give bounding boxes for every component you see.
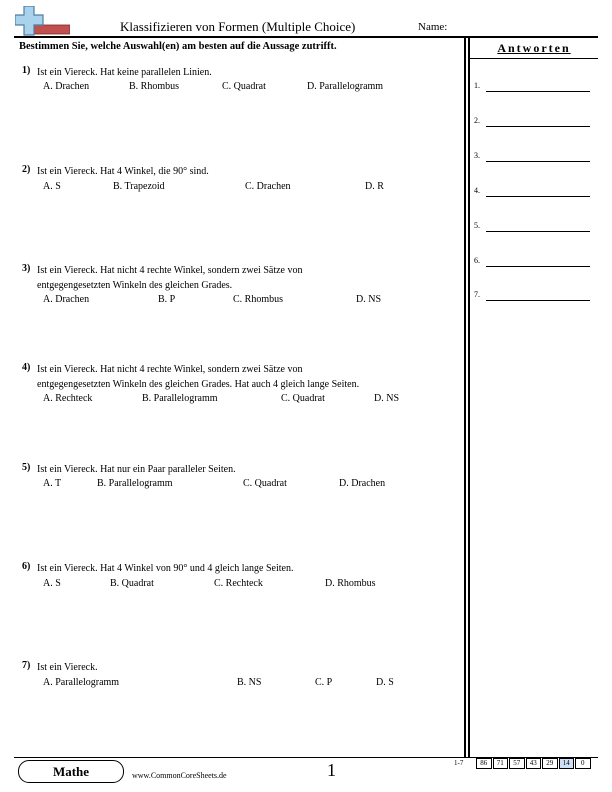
option-a[interactable]: A. S <box>43 578 61 589</box>
option-b[interactable]: B. NS <box>237 677 262 688</box>
option-d[interactable]: D. NS <box>356 294 382 305</box>
page-number: 1 <box>327 760 336 780</box>
option-d[interactable]: D. Drachen <box>339 478 386 489</box>
score-table <box>476 758 592 769</box>
column-divider-right <box>468 37 470 757</box>
question-line: Ist ein Viereck. Hat 4 Winkel von 90° und 4 gleich lange Seiten. <box>37 563 294 574</box>
option-list <box>43 578 463 592</box>
option-b[interactable]: B. Parallelogramm <box>97 478 173 489</box>
question-line: Ist ein Viereck. Hat keine parallelen Linien. <box>37 67 212 78</box>
question-text <box>37 462 462 477</box>
answer-line[interactable] <box>486 231 590 232</box>
option-a[interactable]: A. Drachen <box>43 81 90 92</box>
question-number: 7) <box>22 660 31 671</box>
option-a[interactable]: A. Drachen <box>43 294 90 305</box>
question-text <box>37 263 462 293</box>
option-b[interactable]: B. Quadrat <box>110 578 154 589</box>
worksheet-title: Klassifizieren von Formen (Multiple Choice) <box>120 19 356 34</box>
option-c[interactable]: C. Quadrat <box>222 81 266 92</box>
answers-heading: Antworten <box>497 41 571 55</box>
question-number: 3) <box>22 263 31 274</box>
question-text <box>37 164 462 179</box>
question-text <box>37 362 462 392</box>
option-d[interactable]: D. S <box>376 677 394 688</box>
answer-number: 4. <box>474 186 480 195</box>
question-line: entgegengesetzten Winkeln des gleichen Grades. Hat auch 4 gleich lange Seiten. <box>37 379 360 390</box>
question-line: entgegengesetzten Winkeln des gleichen Grades. <box>37 280 233 291</box>
question-number: 6) <box>22 561 31 572</box>
score-cell: 86 <box>476 758 492 769</box>
score-cell-highlighted: 14 <box>559 758 575 769</box>
question-text <box>37 65 462 80</box>
option-c[interactable]: C. Rhombus <box>233 294 284 305</box>
subject-badge: Mathe <box>18 760 124 783</box>
instructions: Bestimmen Sie, welche Auswahl(en) am besten auf die Aussage zutrifft. <box>19 41 337 52</box>
question-line: Ist ein Viereck. Hat nur ein Paar paralleler Seiten. <box>37 464 236 475</box>
score-cell: 29 <box>542 758 558 769</box>
question-number: 4) <box>22 362 31 373</box>
question-line: Ist ein Viereck. Hat nicht 4 rechte Winkel, sondern zwei Sätze von <box>37 364 303 375</box>
option-c[interactable]: C. Rechteck <box>214 578 263 589</box>
question-line: Ist ein Viereck. <box>37 662 98 673</box>
answer-number: 6. <box>474 256 480 265</box>
question-text <box>37 561 462 576</box>
score-cell: 43 <box>526 758 542 769</box>
score-cell: 0 <box>575 758 591 769</box>
option-d[interactable]: D. R <box>365 181 384 192</box>
option-b[interactable]: B. Parallelogramm <box>142 393 218 404</box>
answer-number: 2. <box>474 116 480 125</box>
question-line: Ist ein Viereck. Hat nicht 4 rechte Winkel, sondern zwei Sätze von <box>37 265 303 276</box>
option-d[interactable]: D. Rhombus <box>325 578 376 589</box>
answer-number: 1. <box>474 81 480 90</box>
plus-logo-icon <box>15 6 70 40</box>
option-c[interactable]: C. Quadrat <box>243 478 287 489</box>
answer-line[interactable] <box>486 300 590 301</box>
option-list <box>43 81 463 95</box>
answer-line[interactable] <box>486 266 590 267</box>
option-list <box>43 478 463 492</box>
answer-line[interactable] <box>486 126 590 127</box>
answer-number: 7. <box>474 290 480 299</box>
answer-line[interactable] <box>486 161 590 162</box>
answer-number: 5. <box>474 221 480 230</box>
option-b[interactable]: B. Trapezoid <box>113 181 165 192</box>
option-d[interactable]: D. Parallelogramm <box>307 81 384 92</box>
question-range: 1-7 <box>454 759 464 767</box>
option-b[interactable]: B. Rhombus <box>129 81 180 92</box>
answer-number: 3. <box>474 151 480 160</box>
option-d[interactable]: D. NS <box>374 393 400 404</box>
answers-heading-rule <box>470 58 598 59</box>
question-line: Ist ein Viereck. Hat 4 Winkel, die 90° sind. <box>37 166 209 177</box>
column-divider-left <box>464 37 466 757</box>
question-number: 1) <box>22 65 31 76</box>
option-c[interactable]: C. P <box>315 677 333 688</box>
answer-line[interactable] <box>486 196 590 197</box>
option-list <box>43 393 463 407</box>
score-cell: 71 <box>493 758 509 769</box>
option-a[interactable]: A. T <box>43 478 62 489</box>
website-link[interactable]: www.CommonCoreSheets.de <box>132 771 227 780</box>
option-list <box>43 181 463 195</box>
option-b[interactable]: B. P <box>158 294 176 305</box>
question-number: 2) <box>22 164 31 175</box>
header-divider <box>14 36 598 38</box>
name-label: Name: <box>418 21 448 33</box>
score-cell: 57 <box>509 758 525 769</box>
option-list <box>43 677 463 691</box>
answer-line[interactable] <box>486 91 590 92</box>
question-number: 5) <box>22 462 31 473</box>
option-list <box>43 294 463 308</box>
option-a[interactable]: A. S <box>43 181 61 192</box>
option-c[interactable]: C. Quadrat <box>281 393 325 404</box>
option-a[interactable]: A. Rechteck <box>43 393 93 404</box>
option-a[interactable]: A. Parallelogramm <box>43 677 120 688</box>
question-text <box>37 660 462 675</box>
option-c[interactable]: C. Drachen <box>245 181 291 192</box>
